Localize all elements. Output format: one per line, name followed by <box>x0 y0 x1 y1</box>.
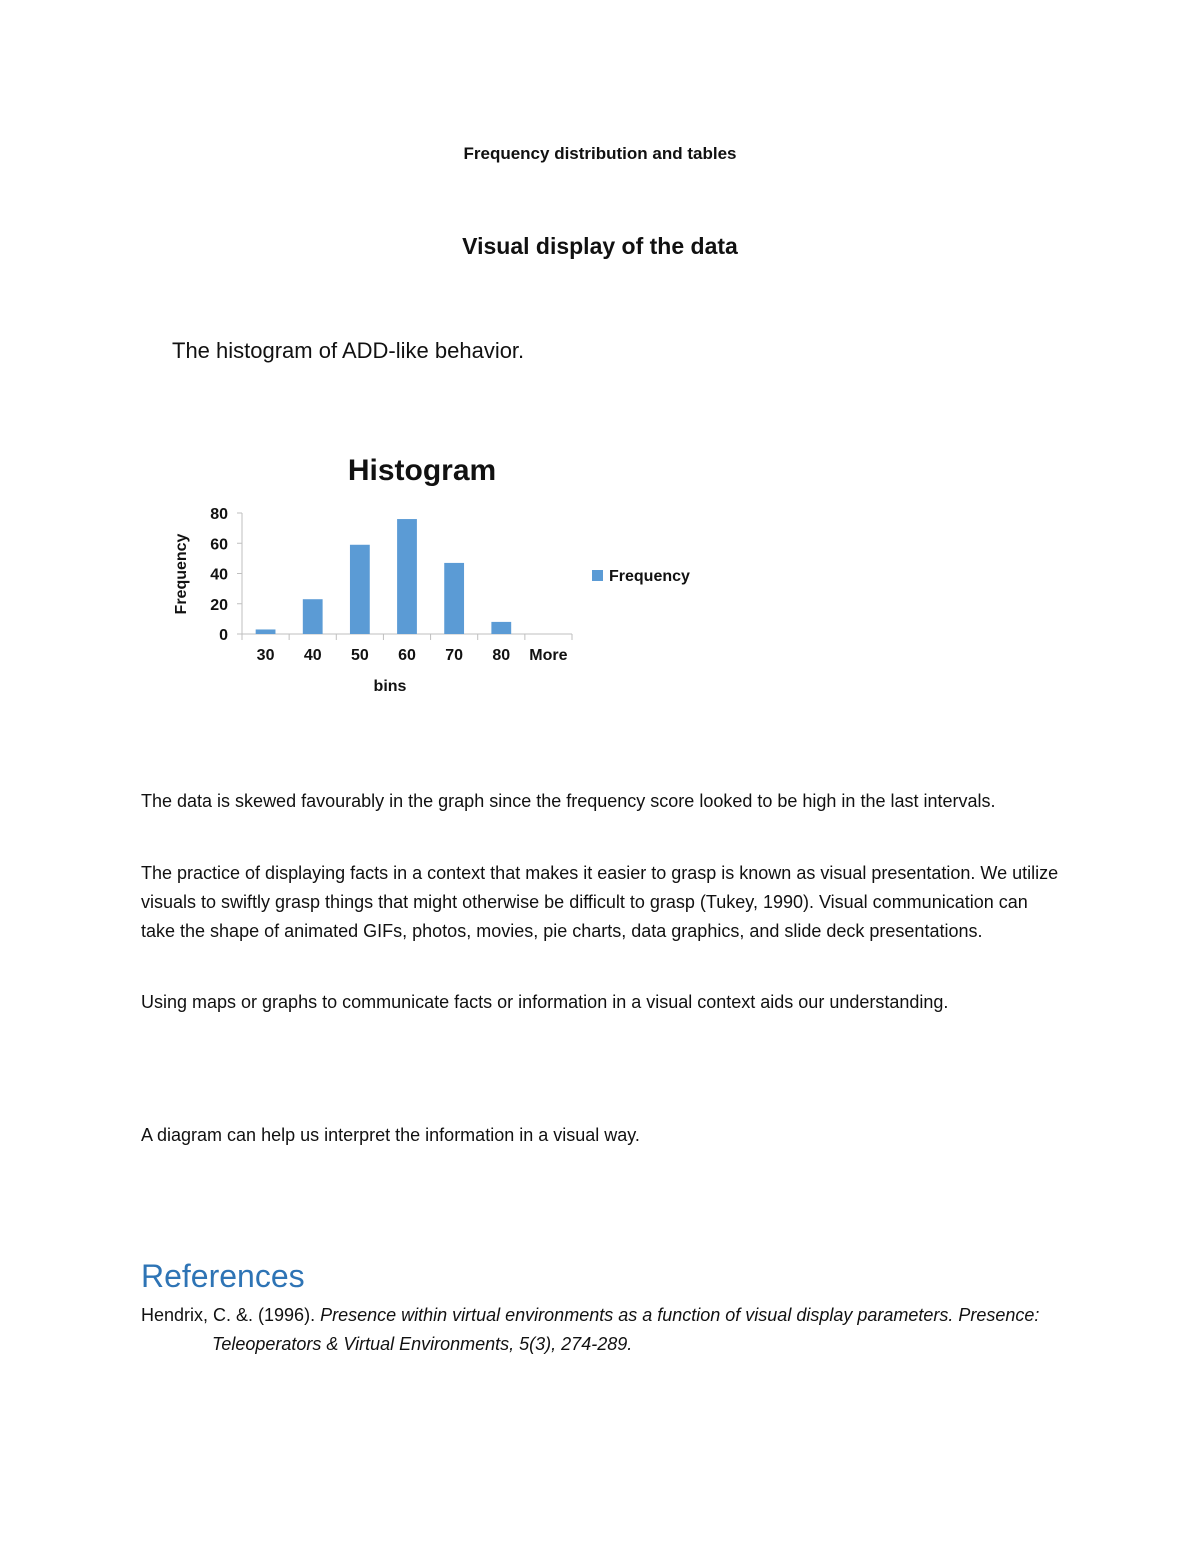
histogram-caption: The histogram of ADD-like behavior. <box>172 338 525 363</box>
reference-authors: Hendrix, C. &. (1996). <box>141 1305 321 1325</box>
paragraph-diagram: A diagram can help us interpret the information in a visual way. <box>141 1125 640 1145</box>
x-tick-label: 60 <box>398 647 416 664</box>
x-tick-label: 40 <box>303 647 322 664</box>
histogram-chart <box>160 440 720 710</box>
y-tick-label: 40 <box>210 566 228 584</box>
y-tick-label: 0 <box>219 627 228 644</box>
chart-legend <box>592 568 690 585</box>
x-tick-label: More <box>529 647 568 664</box>
chart-bars <box>256 519 512 634</box>
chart-y-axis-label: Frequency <box>173 533 190 615</box>
x-tick-label: 70 <box>445 647 464 664</box>
y-tick-label: 80 <box>210 506 228 523</box>
bar-60 <box>397 519 417 634</box>
paragraph-skew: The data is skewed favourably in the graph since the frequency score looked to be high in the last intervals. <box>141 791 996 811</box>
x-tick-label: 80 <box>492 647 511 664</box>
legend-label: Frequency <box>609 568 690 585</box>
bar-50 <box>350 545 370 634</box>
bar-30 <box>256 629 276 634</box>
reference-title-journal: Presence within virtual environments as a function of visual display parameters. Presence: Teleoperators & Virtual Environments, 5(3), 274-289. <box>212 1305 1040 1354</box>
x-tick-label: 30 <box>256 647 275 664</box>
y-tick-label: 60 <box>210 536 228 554</box>
chart-ticks <box>210 506 572 664</box>
bar-70 <box>444 563 464 634</box>
document-title: Frequency distribution and tables <box>463 144 737 163</box>
paragraph-visual-presentation: The practice of displaying facts in a context that makes it easier to grasp is known as visual presentation. We utilize visuals to swiftly grasp things that might otherwise be difficult to grasp (Tukey, 1990). Visual communication can take the shape of animated GIFs, photos, movies, pie charts, data graphics, and slide deck presentations. <box>141 863 1059 941</box>
references-heading: References <box>141 1258 305 1294</box>
reference-entry <box>141 1301 1142 1359</box>
section-title: Visual display of the data <box>462 233 738 259</box>
bar-80 <box>491 622 511 634</box>
chart-x-axis-label: bins <box>373 678 407 695</box>
legend-swatch <box>592 570 603 581</box>
bar-40 <box>303 599 323 634</box>
y-tick-label: 20 <box>210 596 228 614</box>
paragraph-maps-graphs: Using maps or graphs to communicate facts or information in a visual context aids our understanding. <box>141 992 949 1012</box>
x-tick-label: 50 <box>350 647 369 664</box>
chart-title: Histogram <box>347 454 497 487</box>
